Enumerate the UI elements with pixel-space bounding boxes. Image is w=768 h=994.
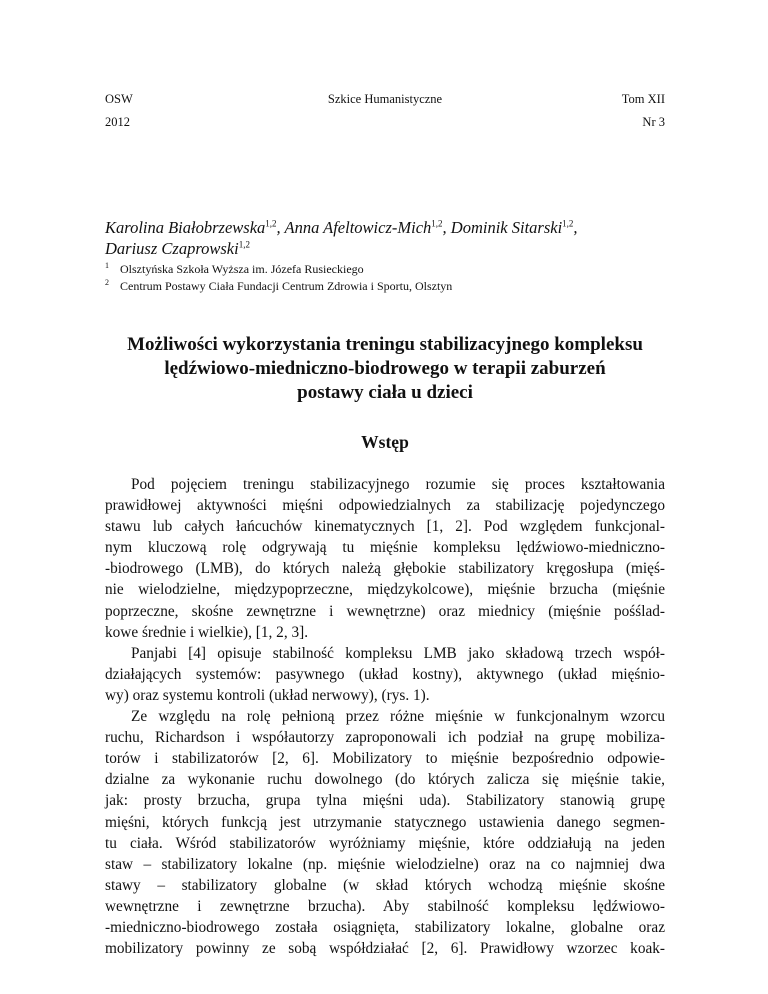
- body-line: prawidłowej aktywności mięśni odpowiedzialnych za stabilizację pojedynczego: [105, 497, 665, 515]
- body-line: mięśni, których funkcją jest utrzymanie statycznego ustawienia danego segmen-: [105, 813, 665, 831]
- affiliation-text: Centrum Postawy Ciała Fundacji Centrum Zdrowia i Sportu, Olsztyn: [120, 279, 453, 293]
- author-affiliation-marker: 1,2: [238, 239, 250, 250]
- body-line: poprzeczne, skośne zewnętrzne i wewnętrzne) oraz miednicy (mięśnie pośślad-: [105, 602, 665, 620]
- affiliation-item: [105, 278, 665, 295]
- author-name: Karolina Białobrzewska: [105, 218, 266, 237]
- section-heading: Wstęp: [361, 432, 409, 452]
- body-line: nie wielodzielne, międzypoprzeczne, międzykolcowe), mięśnie brzucha (mięśnie: [105, 581, 665, 599]
- body-line: Panjabi [4] opisuje stabilność kompleksu LMB jako składową trzech współ-: [131, 644, 665, 662]
- author-separator: ,: [442, 218, 451, 237]
- title-line: lędźwiowo-miedniczno-biodrowego w terapii zaburzeń: [164, 358, 606, 379]
- affiliation-number: 1: [105, 261, 109, 270]
- body-line: nym kluczową rolę odgrywają tu mięśnie kompleksu lędźwiowo-miedniczno-: [105, 539, 665, 557]
- journal-title: Szkice Humanistyczne: [327, 92, 443, 106]
- body-line: wy) oraz systemu kontroli (układ nerwowy), (rys. 1).: [105, 686, 430, 704]
- author-list: [105, 217, 665, 259]
- author-line-1: [105, 217, 665, 238]
- affiliation-list: [105, 261, 665, 295]
- title-line: Możliwości wykorzystania treningu stabilizacyjnego kompleksu: [127, 334, 643, 355]
- affiliation-item: [105, 261, 665, 278]
- body-line: wewnętrzne i zewnętrzne brzucha). Aby stabilność kompleksu lędźwiowo-: [105, 897, 665, 915]
- body-line: jak: prosty brzucha, grupa tylna mięśni uda). Stabilizatory stanowią grupę: [105, 792, 665, 810]
- author-name: Dominik Sitarski: [450, 218, 563, 237]
- author-affiliation-marker: 1,2: [265, 218, 277, 229]
- running-header-top: [105, 90, 665, 108]
- author-line-2: [105, 238, 665, 259]
- title-line: postawy ciała u dzieci: [297, 382, 473, 403]
- article-title: [105, 333, 665, 405]
- body-line: Ze względu na rolę pełnioną przez różne mięśnie w funkcjonalnym wzorcu: [131, 708, 665, 726]
- body-line: stawy – stabilizatory globalne (w skład których wchodzą mięśnie skośne: [105, 876, 665, 894]
- affiliation-text: Olsztyńska Szkoła Wyższa im. Józefa Rusieckiego: [120, 262, 364, 276]
- volume-label: Tom XII: [621, 92, 665, 106]
- issue-label: Nr 3: [642, 115, 665, 129]
- body-line: tu ciała. Wśród stabilizatorów wyróżniamy mięśnie, które oddziałują na jeden: [105, 834, 665, 852]
- body-line: -miedniczno-biodrowego została osiągnięta, stabilizatory lokalne, globalne oraz: [105, 918, 665, 936]
- body-line: kowe średnie i wielkie), [1, 2, 3].: [105, 623, 309, 641]
- body-line: -biodrowego (LMB), do których należą głębokie stabilizatory kręgosłupa (mięś-: [105, 560, 665, 578]
- author-affiliation-marker: 1,2: [431, 218, 443, 229]
- body-line: staw – stabilizatory lokalne (np. mięśnie wielodzielne) oraz na co najmniej dwa: [105, 855, 665, 873]
- author-name: Anna Afeltowicz-Mich: [284, 218, 432, 237]
- body-text: [105, 474, 665, 959]
- year-label: 2012: [105, 115, 130, 129]
- body-line: stawu lub całych łańcuchów kinematycznych [1, 2]. Pod względem funkcjonal-: [105, 518, 665, 536]
- author-name: Dariusz Czaprowski: [105, 239, 239, 258]
- author-separator: ,: [276, 218, 285, 237]
- body-line: działających systemów: pasywnego (układ kostny), aktywnego (układ mięśnio-: [105, 665, 665, 683]
- journal-abbrev: OSW: [105, 92, 133, 106]
- body-line: mobilizatory powinny ze sobą współdziałać [2, 6]. Prawidłowy wzorzec koak-: [105, 940, 665, 958]
- body-line: ruchu, Richardson i współautorzy zaproponowali ich podział na grupę mobiliza-: [105, 729, 665, 747]
- body-line: dzialne za wykonanie ruchu dowolnego (do których zalicza się mięśnie takie,: [105, 771, 665, 789]
- author-affiliation-marker: 1,2: [562, 218, 574, 229]
- body-line: torów i stabilizatorów [2, 6]. Mobilizatory to mięśnie bezpośrednio odpowie-: [105, 750, 665, 768]
- author-separator: ,: [573, 218, 578, 237]
- affiliation-number: 2: [105, 278, 109, 287]
- body-line: Pod pojęciem treningu stabilizacyjnego rozumie się proces kształtowania: [131, 476, 665, 493]
- running-header-bottom: [105, 113, 665, 131]
